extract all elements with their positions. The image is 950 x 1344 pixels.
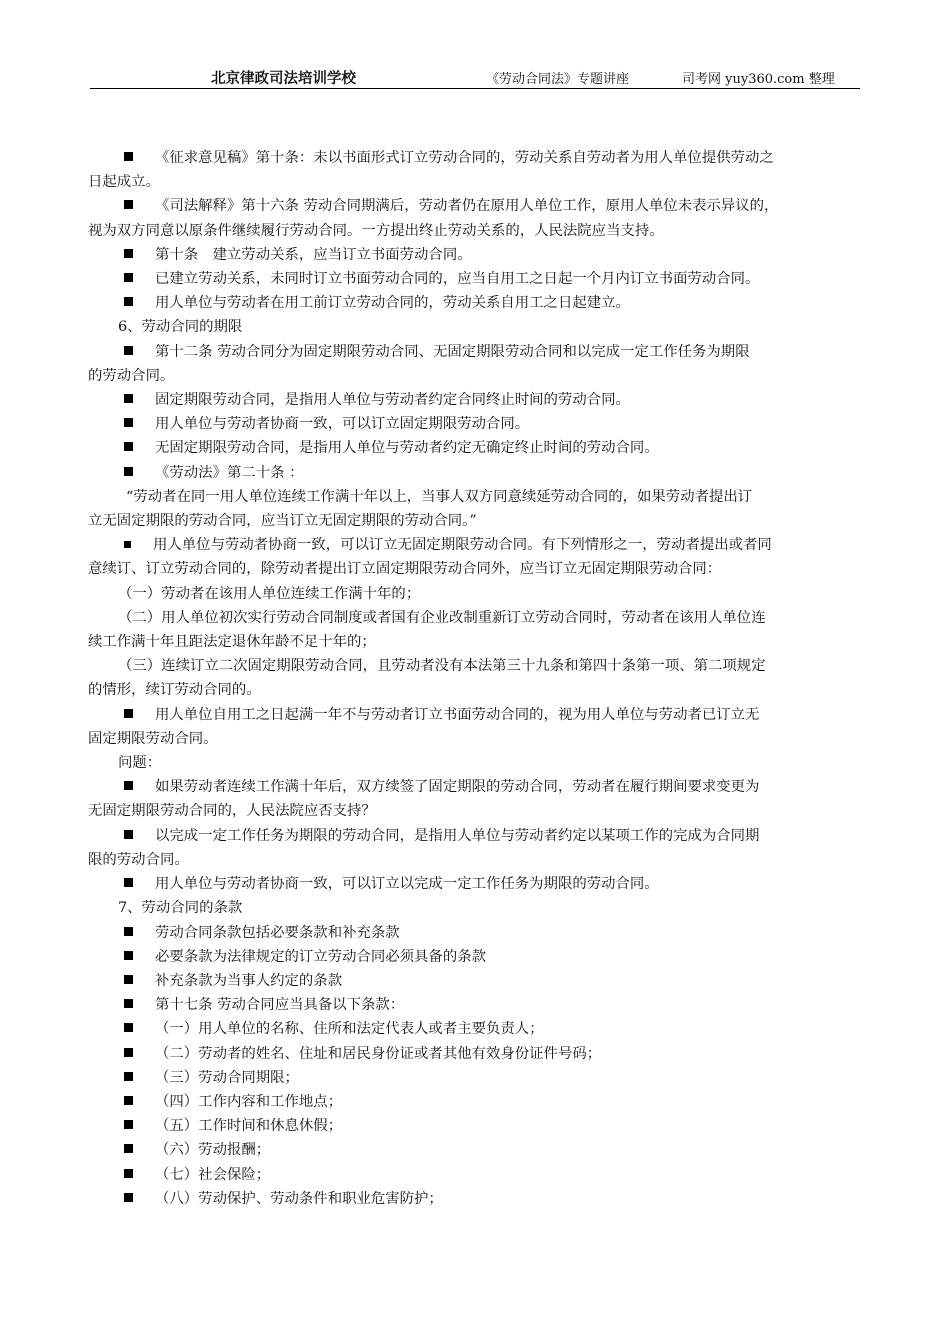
paragraph [118, 751, 860, 775]
paragraph [118, 896, 860, 920]
bullet-square-icon [124, 1144, 133, 1153]
bullet-paragraph [88, 824, 860, 872]
bullet-paragraph [118, 291, 860, 315]
bullet-square-icon [124, 830, 133, 839]
paragraph-line: 第十七条 劳动合同应当具备以下条款： [155, 997, 405, 1014]
bullet-square-icon [124, 878, 133, 887]
paragraph-line: 立无固定期限的劳动合同，应当订立无固定期限的劳动合同。” [88, 513, 477, 530]
paragraph-line: 固定期限劳动合同。 [88, 730, 218, 747]
paragraph-line: 的劳动合同。 [88, 367, 175, 384]
bullet-paragraph [118, 1042, 860, 1066]
bullet-paragraph [88, 146, 860, 194]
paragraph-line: 已建立劳动关系，未同时订立书面劳动合同的，应当自用工之日起一个月内订立书面劳动合同。 [155, 271, 760, 288]
bullet-paragraph [118, 412, 860, 436]
paragraph-line: 劳动合同条款包括必要条款和补充条款 [155, 924, 400, 941]
bullet-square-icon [124, 152, 133, 161]
paragraph-line: 6、劳动合同的期限 [118, 319, 243, 336]
paragraph-line: “劳动者在同一用人单位连续工作满十年以上，当事人双方同意续延劳动合同的，如果劳动者提出订 [126, 488, 753, 505]
paragraph-line: 7、劳动合同的条款 [118, 900, 243, 917]
paragraph-line: 的情形，续订劳动合同的。 [88, 682, 261, 699]
bullet-square-icon [124, 467, 133, 476]
paragraph-line: 限的劳动合同。 [88, 851, 189, 868]
bullet-paragraph [118, 1163, 860, 1187]
paragraph-line: 问题： [118, 755, 162, 772]
bullet-square-icon [124, 1023, 133, 1032]
source-credit: 司考网 yuy360.com 整理 [682, 72, 835, 87]
paragraph-line: 补充条款为当事人约定的条款 [155, 972, 343, 989]
paragraph-line: （一）用人单位的名称、住所和法定代表人或者主要负责人； [155, 1021, 544, 1038]
paragraph-line: （六）劳动报酬； [155, 1142, 271, 1159]
bullet-square-icon [124, 418, 133, 427]
paragraph-line: （八）劳动保护、劳动条件和职业危害防护； [155, 1190, 443, 1207]
paragraph-line: 《司法解释》第十六条 劳动合同期满后，劳动者仍在原用人单位工作，原用人单位未表示异议的， [155, 198, 779, 215]
paragraph [88, 654, 860, 702]
bullet-paragraph [88, 340, 860, 388]
bullet-paragraph [118, 1114, 860, 1138]
paragraph-line: 用人单位与劳动者协商一致，可以订立以完成一定工作任务为期限的劳动合同。 [155, 876, 659, 893]
paragraph-line: （三）连续订立二次固定期限劳动合同，且劳动者没有本法第三十九条和第四十条第一项、第二项规定 [118, 658, 766, 675]
paragraph-line: 视为双方同意以原条件继续履行劳动合同。一方提出终止劳动关系的，人民法院应当支持。 [88, 222, 664, 239]
paragraph-line: 用人单位与劳动者协商一致，可以订立无固定期限劳动合同。有下列情形之一，劳动者提出或者同 [153, 537, 772, 554]
paragraph-line: （四）工作内容和工作地点； [155, 1093, 343, 1110]
bullet-paragraph [88, 194, 860, 242]
paragraph-line: 日起成立。 [88, 174, 160, 191]
paragraph-line: （二）用人单位初次实行劳动合同制度或者国有企业改制重新订立劳动合同时，劳动者在该用人单位连 [118, 609, 766, 626]
paragraph-line: 用人单位自用工之日起满一年不与劳动者订立书面劳动合同的，视为用人单位与劳动者已订立无 [155, 706, 760, 723]
bullet-paragraph [118, 1138, 860, 1162]
bullet-square-icon [124, 541, 131, 548]
paragraph-line: （二）劳动者的姓名、住址和居民身份证或者其他有效身份证件号码； [155, 1045, 602, 1062]
bullet-square-icon [124, 249, 133, 258]
paragraph-line: 无固定期限劳动合同的，人民法院应否支持？ [88, 803, 376, 820]
bullet-paragraph [88, 775, 860, 823]
bullet-paragraph [88, 485, 860, 533]
paragraph [118, 315, 860, 339]
bullet-paragraph [118, 1187, 860, 1211]
bullet-square-icon [124, 1169, 133, 1178]
bullet-square-icon [124, 1096, 133, 1105]
paragraph-line: 无固定期限劳动合同，是指用人单位与劳动者约定无确定终止时间的劳动合同。 [155, 440, 659, 457]
bullet-square-icon [124, 442, 133, 451]
bullet-paragraph [88, 703, 860, 751]
paragraph-line: 用人单位与劳动者协商一致，可以订立固定期限劳动合同。 [155, 416, 530, 433]
paragraph-line: 固定期限劳动合同，是指用人单位与劳动者约定合同终止时间的劳动合同。 [155, 392, 630, 409]
paragraph-line: （五）工作时间和休息休假； [155, 1118, 343, 1135]
bullet-paragraph [88, 533, 860, 581]
paragraph-line: 续工作满十年且距法定退休年龄不足十年的； [88, 634, 376, 651]
bullet-square-icon [124, 273, 133, 282]
bullet-square-icon [124, 346, 133, 355]
bullet-paragraph [118, 969, 860, 993]
paragraph-line: （三）劳动合同期限； [155, 1069, 299, 1086]
paragraph-line: 《劳动法》第二十条 ： [155, 464, 304, 481]
paragraph-line: 用人单位与劳动者在用工前订立劳动合同的，劳动关系自用工之日起建立。 [155, 295, 630, 312]
bullet-square-icon [124, 781, 133, 790]
bullet-paragraph [118, 993, 860, 1017]
paragraph [118, 582, 860, 606]
bullet-paragraph [118, 872, 860, 896]
bullet-square-icon [124, 1120, 133, 1129]
paragraph-line: 第十条 建立劳动关系，应当订立书面劳动合同。 [155, 246, 472, 263]
school-name: 北京律政司法培训学校 [211, 70, 356, 87]
page-header [90, 66, 860, 89]
paragraph-line: 意续订、订立劳动合同的，除劳动者提出订立固定期限劳动合同外，应当订立无固定期限劳动合同： [88, 561, 722, 578]
bullet-square-icon [124, 999, 133, 1008]
paragraph-line: 《征求意见稿》第十条：未以书面形式订立劳动合同的，劳动关系自劳动者为用人单位提供劳动之 [155, 150, 774, 166]
bullet-paragraph [118, 436, 860, 460]
bullet-square-icon [124, 951, 133, 960]
paragraph-line: 第十二条 劳动合同分为固定期限劳动合同、无固定期限劳动合同和以完成一定工作任务为期限 [155, 343, 750, 360]
bullet-square-icon [124, 975, 133, 984]
bullet-paragraph [118, 267, 860, 291]
bullet-square-icon [124, 927, 133, 936]
paragraph-line: （一）劳动者在该用人单位连续工作满十年的； [118, 585, 421, 602]
bullet-square-icon [124, 297, 133, 306]
bullet-square-icon [124, 200, 133, 209]
paragraph-line: 必要条款为法律规定的订立劳动合同必须具备的条款 [155, 948, 486, 965]
bullet-paragraph [118, 1017, 860, 1041]
paragraph [88, 606, 860, 654]
paragraph-line: （七）社会保险； [155, 1166, 271, 1183]
paragraph-line: 以完成一定工作任务为期限的劳动合同，是指用人单位与劳动者约定以某项工作的完成为合同期 [155, 827, 760, 844]
bullet-square-icon [124, 709, 133, 718]
bullet-square-icon [124, 394, 133, 403]
bullet-paragraph [118, 243, 860, 267]
bullet-square-icon [124, 1048, 133, 1057]
bullet-paragraph [118, 388, 860, 412]
bullet-paragraph [118, 945, 860, 969]
course-title: 《劳动合同法》专题讲座 [486, 72, 630, 87]
bullet-paragraph [118, 1090, 860, 1114]
bullet-square-icon [124, 1072, 133, 1081]
paragraph-line: 如果劳动者连续工作满十年后，双方续签了固定期限的劳动合同，劳动者在履行期间要求变更为 [155, 779, 760, 796]
bullet-paragraph [118, 921, 860, 945]
bullet-paragraph [118, 461, 860, 485]
bullet-square-icon [124, 1193, 133, 1202]
document-body [88, 146, 860, 1211]
bullet-paragraph [118, 1066, 860, 1090]
